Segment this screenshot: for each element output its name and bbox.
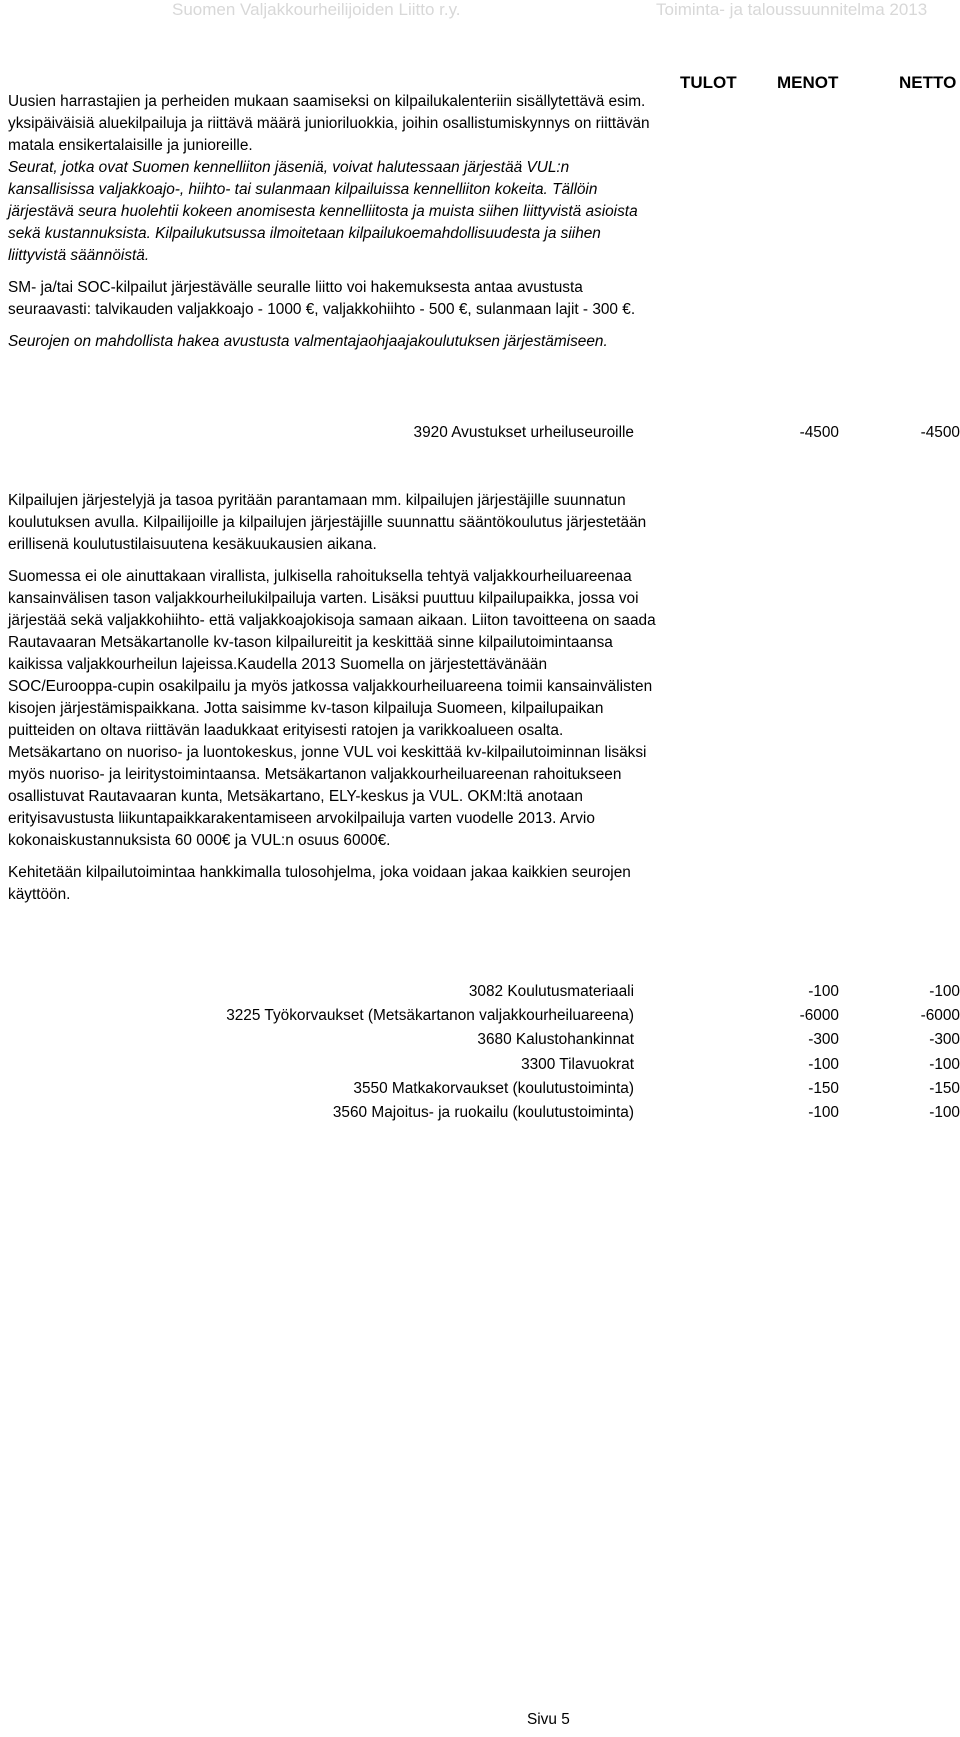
section-organizing xyxy=(8,490,658,906)
budget-netto: -100 xyxy=(929,983,960,1000)
page-number: Sivu 5 xyxy=(527,1711,570,1728)
organization-name: Suomen Valjakkourheilijoiden Liitto r.y. xyxy=(172,0,461,19)
budget-account: 3560 Majoitus- ja ruokailu (koulutustoiminta) xyxy=(332,1104,634,1121)
budget-row xyxy=(0,983,960,1006)
budget-menot: -100 xyxy=(808,1055,839,1073)
budget-menot: -4500 xyxy=(799,424,839,441)
column-netto: NETTO xyxy=(899,73,957,92)
budget-netto: -100 xyxy=(929,1055,960,1073)
budget-netto: -4500 xyxy=(920,424,960,441)
paragraph-training: Kilpailujen järjestelyjä ja tasoa pyritään parantamaan mm. kilpailujen järjestäjille suunnatun koulutuksen avulla. Kilpailijoille ja kilpailujen järjestäjille suunnattu sääntökoulutus järjestetään erillisenä koulutustilaisuutena kesäkuukausien aikana. xyxy=(8,492,647,553)
budget-menot: -6000 xyxy=(799,1007,839,1025)
budget-account: 3082 Koulutusmateriaali xyxy=(468,983,634,1000)
section-competitions-intro xyxy=(8,91,658,353)
paragraph-coach-training: Seurojen on mahdollista hakea avustusta valmentajaohjaajakoulutuksen järjestämiseen. xyxy=(8,333,608,350)
paragraph-kennel: Seurat, jotka ovat Suomen kennelliiton jäseniä, voivat halutessaan järjestää VUL:n kansallisissa valjakkoajo-, hiihto- tai sulanmaan kilpailuissa kennelliiton kokeita. Tällöin järjestävä seura huolehtii kokeen anomisesta kennelliitosta ja muista siihen liittyvistä asioista sekä kustannuksista. Kilpailukutsussa ilmoitetaan kilpailukoemahdollisuudesta ja siihen liittyvistä säännöistä. xyxy=(8,159,638,264)
budget-row xyxy=(0,1104,960,1127)
budget-row xyxy=(0,1031,960,1054)
budget-menot: -150 xyxy=(808,1079,839,1097)
budget-netto: -150 xyxy=(929,1079,960,1097)
budget-netto: -100 xyxy=(929,1104,960,1121)
budget-account: 3680 Kalustohankinnat xyxy=(477,1031,634,1049)
budget-menot: -100 xyxy=(808,983,839,1000)
budget-account: 3920 Avustukset urheiluseuroille xyxy=(413,424,634,441)
budget-row xyxy=(0,1056,960,1079)
budget-menot: -300 xyxy=(808,1031,839,1049)
budget-row-3920 xyxy=(0,424,960,447)
budget-row xyxy=(0,1007,960,1030)
budget-menot: -100 xyxy=(808,1104,839,1121)
budget-account: 3225 Työkorvaukset (Metsäkartanon valjakkourheiluareena) xyxy=(226,1007,634,1025)
plan-title: Toiminta- ja taloussuunnitelma 2013 xyxy=(656,0,928,19)
budget-account: 3550 Matkakorvaukset (koulutustoiminta) xyxy=(353,1079,634,1097)
paragraph-arena: Suomessa ei ole ainuttakaan virallista, julkisella rahoituksella tehtyä valjakkourheiluareenaa kansainvälisen tason valjakkourheilukilpailuja varten. Lisäksi puuttuu kilpailupaikka, jossa voi järjestää sekä valjakkohiihto- että valjakkoajokisoja samaan aikaan. Liiton tavoitteena on saada Rautavaaran Metsäkartanolle kv-tason kilpailureitit ja keskittää sinne kilpailutoimintaansa kaikissa valjakkourheilun lajeissa.Kaudella 2013 Suomella on järjestettävänään SOC/Eurooppa-cupin osakilpailu ja myös jatkossa valjakkourheiluareena toimii kansainvälisten kisojen järjestämispaikkana. Jotta saisimme kv-tason kilpailuja Suomeen, kilpailupaikan puitteiden on oltava riittävän laadukkaat erityisesti ratojen ja varikkoalueen osalta. Metsäkartano on nuoriso- ja luontokeskus, jonne VUL voi keskittää kv-kilpailutoiminnan lisäksi myös nuoriso- ja leiritystoimintaansa. Metsäkartanon valjakkourheiluareenan rahoitukseen osallistuvat Rautavaaran kunta, Metsäkartano, ELY-keskus ja VUL. OKM:ltä anotaan erityisavustusta liikuntapaikkarakentamiseen arvokilpailuja varten vuodelle 2013. Arvio kokonaiskustannuksista 60 000€ ja VUL:n osuus 6000€. xyxy=(8,568,656,849)
paragraph: Uusien harrastajien ja perheiden mukaan saamiseksi on kilpailukalenteriin sisällytettävä esim. yksipäiväisiä aluekilpailuja ja riittävä määrä junioriluokkia, joihin osallistumiskynnys on riittävän matala ensikertalaisille ja junioreille. xyxy=(8,93,650,154)
budget-row xyxy=(0,1080,960,1103)
budget-netto: -300 xyxy=(929,1031,960,1049)
column-menot: MENOT xyxy=(777,73,839,92)
paragraph-results: Kehitetään kilpailutoimintaa hankkimalla tulosohjelma, joka voidaan jakaa kaikkien seurojen käyttöön. xyxy=(8,864,631,903)
page-header xyxy=(0,0,960,20)
budget-account: 3300 Tilavuokrat xyxy=(521,1055,634,1073)
budget-netto: -6000 xyxy=(920,1007,960,1025)
paragraph-subsidy: SM- ja/tai SOC-kilpailut järjestävälle seuralle liitto voi hakemuksesta antaa avustusta seuraavasti: talvikauden valjakkoajo - 1000 €, valjakkohiihto - 500 €, sulanmaan lajit - 300 €. xyxy=(8,279,636,318)
column-tulot: TULOT xyxy=(680,73,737,92)
